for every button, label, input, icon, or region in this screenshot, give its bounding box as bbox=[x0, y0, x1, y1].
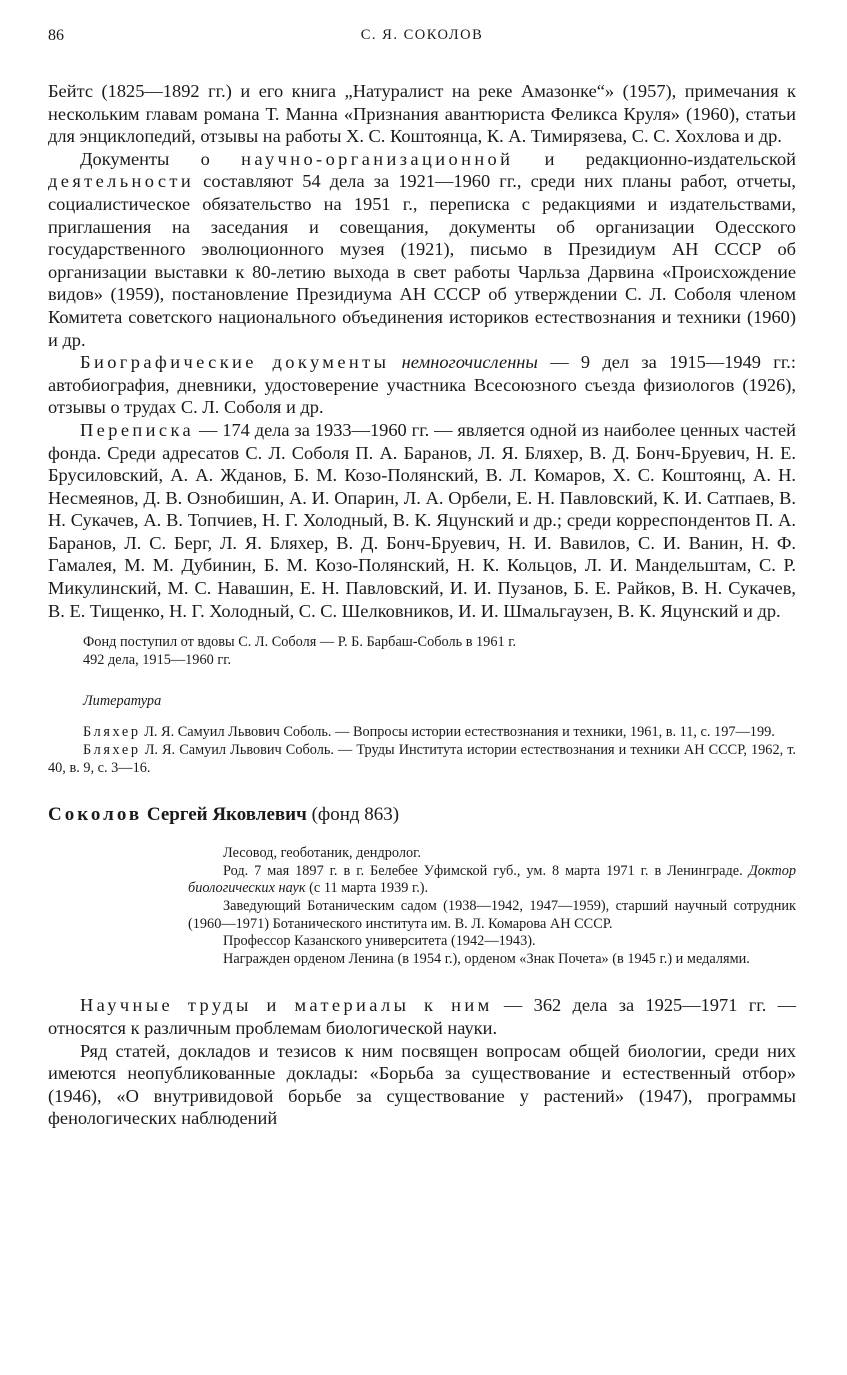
literature-author: Бляхер bbox=[83, 724, 141, 741]
paragraph-2-rest: составляют 54 дела за 1921—1960 гг., среди них планы работ, отчеты, социалистическое обязательство на 1951 г., переписка с редакциями и издательствами, приглашения на заседания и совещания, документы об организации Одесского государственного эволюционного музея (1921), письмо в Президиум АН СССР об организации выставки к 80-летию выхода в свет работы Чарльза Дарвина «Происхождение видов» (1959), постановление Президиума АН СССР об утверждении С. Л. Соболя членом Комитета советского национального объединения историков естествознания и техники (1960) и др. bbox=[48, 171, 796, 350]
spaced-term-activity: деятельности bbox=[48, 171, 195, 192]
literature-text: Л. Я. Самуил Львович Соболь. — Труды Института истории естествознания и техники АН СССР, 1962, т. 40, в. 9, с. 3—16. bbox=[48, 742, 796, 776]
paragraph-5 bbox=[48, 994, 796, 1039]
person-surname: Соколов bbox=[48, 804, 143, 826]
paragraph-2-lead: Документы о bbox=[80, 148, 242, 169]
fond-note-line-2: 492 дела, 1915—1960 гг. bbox=[83, 651, 232, 668]
page-body bbox=[48, 80, 796, 1130]
fond-note-line-1: Фонд поступил от вдовы С. Л. Соболя — Р. Б. Барбаш-Соболь в 1961 г. bbox=[83, 634, 517, 651]
bio-degree-date: (с 11 марта 1939 г.). bbox=[305, 880, 429, 897]
paragraph-2-mid: и редакционно-издательской bbox=[513, 148, 796, 169]
bio-line-4: Профессор Казанского университета (1942—1943). bbox=[223, 933, 536, 950]
page-number: 86 bbox=[48, 27, 64, 44]
paragraph-1: Бейтс (1825—1892 гг.) и его книга „Натуралист на реке Амазонке“» (1957), примечания к нескольким главам романа Т. Манна «Признания авантюриста Феликса Круля» (1960), статьи для энциклопедий, отзывы на работы Х. С. Коштоянца, К. А. Тимирязева, С. С. Хохлова и др. bbox=[48, 81, 796, 147]
person-heading bbox=[48, 803, 796, 827]
running-head: С. Я. СОКОЛОВ bbox=[360, 27, 484, 43]
bio-line-5: Награжден орденом Ленина (в 1954 г.), орденом «Знак Почета» (в 1945 г.) и медалями. bbox=[223, 950, 750, 967]
fond-number: (фонд 863) bbox=[306, 804, 400, 826]
literature-list bbox=[48, 724, 796, 777]
spaced-term-correspondence: Переписка bbox=[80, 419, 195, 440]
person-name bbox=[48, 804, 307, 825]
biography-block bbox=[188, 845, 796, 968]
fond-note bbox=[83, 634, 796, 669]
literature-author: Бляхер bbox=[83, 742, 141, 759]
bio-line-1: Лесовод, геоботаник, дендролог. bbox=[223, 845, 421, 862]
bio-line-3: Заведующий Ботаническим садом (1938—1942, 1947—1959), старший научный сотрудник (1960—1971) Ботанического института им. В. Л. Комарова АН СССР. bbox=[188, 898, 796, 932]
paragraph-4-rest: — 174 дела за 1933—1960 гг. — является одной из наиболее ценных частей фонда. Среди адресатов С. Л. Соболя П. А. Баранов, Л. Я. Бляхер, В. Д. Бонч-Бруевич, Н. Е. Брусиловский, А. А. Жданов, Б. М. Козо-Полянский, В. Л. Комаров, Х. С. Коштоянц, А. Н. Несмеянов, Д. В. Ознобишин, А. И. Опарин, Л. А. Орбели, Е. Н. Павловский, К. И. Сатпаев, В. Н. Сукачев, А. В. Топчиев, Н. Г. Холодный, В. К. Яцунский и др.; среди корреспондентов П. А. Баранов, Л. С. Берг, Л. Я. Бляхер, В. Д. Бонч-Бруевич, Н. И. Вавилов, С. И. Ванин, Н. Ф. Гамалея, М. М. Дубинин, Б. М. Козо-Полянский, Н. К. Кольцов, Л. И. Мандельштам, С. Р. Микулинский, М. С. Навашин, Е. Н. Павловский, И. И. Пузанов, Б. Е. Райков, В. Н. Сукачев, В. Е. Тищенко, Н. Г. Холодный, С. С. Шелковников, И. И. Шмальгаузен, В. К. Яцунский и др. bbox=[48, 419, 796, 621]
paragraph-3-rest: — 9 дел за 1915—1949 гг.: автобиография, дневники, удостоверение участника Всесоюзного съезда физиологов (1926), отзывы о трудах С. Л. Соболя и др. bbox=[48, 352, 796, 418]
paragraph-6: Ряд статей, докладов и тезисов к ним посвящен вопросам общей биологии, среди них имеются неопубликованные доклады: «Борьба за существование и естественный отбор» (1946), «О внутривидовой борьбе за существование у растений» (1947), программы фенологических наблюдений bbox=[48, 1040, 796, 1129]
literature-text: Л. Я. Самуил Львович Соболь. — Вопросы истории естествознания и техники, 1961, в. 11, с. 197—199. bbox=[140, 724, 775, 741]
literature-item bbox=[48, 742, 796, 777]
spaced-term-biographical: Биографические документы bbox=[80, 352, 390, 373]
person-given-name: Сергей Яковлевич bbox=[142, 804, 307, 826]
paragraph-5-rest: — 362 дела за 1925—1971 гг. — относятся к различным проблемам биологической науки. bbox=[48, 995, 797, 1038]
page-header bbox=[48, 27, 796, 51]
paragraph-3 bbox=[48, 351, 796, 419]
italic-few: немногочисленны bbox=[401, 352, 538, 373]
bio-line-2 bbox=[188, 863, 796, 898]
bio-degree: Доктор биологических наук bbox=[188, 862, 796, 897]
literature-heading: Литература bbox=[83, 693, 162, 710]
paragraph-4 bbox=[48, 419, 796, 622]
bio-birth-death: Род. 7 мая 1897 г. в г. Белебее Уфимской губ., ум. 8 марта 1971 г. в Ленинграде. bbox=[223, 862, 749, 879]
spaced-term-organizational: научно-организационной bbox=[241, 148, 514, 169]
literature-item bbox=[48, 724, 796, 742]
paragraph-2 bbox=[48, 148, 796, 351]
spaced-term-works: Научные труды и материалы к ним bbox=[80, 995, 493, 1016]
